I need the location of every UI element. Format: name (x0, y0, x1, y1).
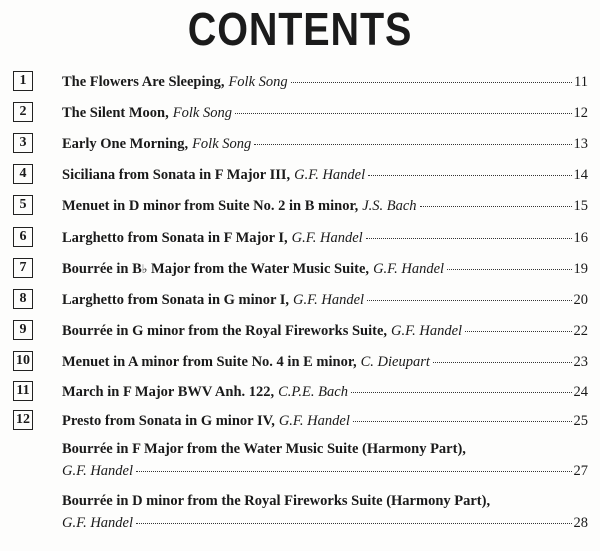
toc-entry[interactable] (0, 227, 600, 251)
entry-page-number: 11 (574, 74, 588, 90)
toc-entry[interactable] (0, 320, 600, 344)
dot-leader (353, 421, 572, 422)
entry-page-number: 25 (573, 413, 588, 429)
entry-composer: G.F. Handel (373, 261, 445, 277)
entry-title: Larghetto from Sonata in F Major I, (62, 230, 288, 246)
toc-entry[interactable] (0, 410, 600, 434)
dot-leader (367, 300, 571, 301)
dot-leader (136, 471, 571, 472)
entry-page-number: 24 (573, 384, 588, 400)
toc-entry[interactable] (0, 289, 600, 313)
entry-number: 3 (13, 133, 33, 153)
page-title: CONTENTS (187, 3, 413, 55)
toc-entry[interactable] (0, 71, 600, 95)
entry-title: Bourrée in F Major from the Water Music Suite (Harmony Part), (62, 441, 466, 457)
entry-number: 9 (13, 320, 33, 340)
entry-page-number: 19 (573, 261, 588, 277)
entry-composer: Folk Song (172, 105, 232, 121)
entry-composer: G.F. Handel (62, 515, 134, 531)
toc-entry[interactable] (0, 133, 600, 157)
dot-leader (433, 362, 572, 363)
dot-leader (136, 523, 571, 524)
toc-entry[interactable] (0, 351, 600, 375)
entry-title: Siciliana from Sonata in F Major III, (62, 167, 291, 183)
toc-entry[interactable] (0, 258, 600, 282)
entry-title-end: Major from the Water Music Suite, (147, 261, 370, 277)
dot-leader (351, 392, 572, 393)
entry-title: Early One Morning, (62, 136, 189, 152)
flat-sign: ♭ (141, 262, 148, 276)
toc-entry-harmony[interactable] (62, 440, 588, 480)
entry-page-number: 13 (573, 136, 588, 152)
entry-composer: Folk Song (192, 136, 252, 152)
entry-composer: J.S. Bach (362, 198, 417, 214)
entry-composer: G.F. Handel (391, 323, 463, 339)
entry-title: Bourrée in D minor from the Royal Fireworks Suite (Harmony Part), (62, 493, 491, 509)
entry-composer: G.F. Handel (294, 167, 366, 183)
entry-page-number: 23 (573, 354, 588, 370)
entry-number: 8 (13, 289, 33, 309)
entry-composer: C. Dieupart (360, 354, 430, 370)
entry-number: 6 (13, 227, 33, 247)
entry-composer: G.F. Handel (62, 463, 134, 479)
entry-page-number: 20 (573, 292, 588, 308)
toc-entry[interactable] (0, 381, 600, 405)
dot-leader (254, 144, 571, 145)
entry-title: Presto from Sonata in G minor IV, (62, 413, 275, 429)
entry-number: 7 (13, 258, 33, 278)
entry-title: The Flowers Are Sleeping, (62, 74, 225, 90)
entry-number: 5 (13, 195, 33, 215)
entry-title: Larghetto from Sonata in G minor I, (62, 292, 290, 308)
dot-leader (368, 175, 571, 176)
toc-entry[interactable] (0, 164, 600, 188)
dot-leader (420, 206, 572, 207)
entry-title (62, 260, 369, 278)
entry-title-start: Bourrée in B (62, 261, 142, 277)
entry-composer: G.F. Handel (291, 230, 363, 246)
entry-page-number: 28 (573, 515, 588, 531)
entry-page-number: 27 (573, 463, 588, 479)
entry-page-number: 15 (573, 198, 588, 214)
entry-page-number: 16 (573, 230, 588, 246)
entry-number: 4 (13, 164, 33, 184)
toc-entry-harmony[interactable] (62, 492, 588, 532)
entry-page-number: 22 (573, 323, 588, 339)
entry-composer: G.F. Handel (293, 292, 365, 308)
entry-page-number: 12 (573, 105, 588, 121)
entry-number: 12 (13, 410, 33, 430)
entry-title: The Silent Moon, (62, 105, 169, 121)
entry-title: Menuet in A minor from Suite No. 4 in E minor, (62, 354, 357, 370)
entry-composer: G.F. Handel (278, 413, 350, 429)
dot-leader (465, 331, 571, 332)
entry-number: 2 (13, 102, 33, 122)
dot-leader (366, 238, 572, 239)
entry-title: Menuet in D minor from Suite No. 2 in B minor, (62, 198, 359, 214)
toc-entry[interactable] (0, 195, 600, 219)
dot-leader (235, 113, 572, 114)
entry-number: 11 (13, 381, 33, 401)
toc-entry[interactable] (0, 102, 600, 126)
entry-composer: C.P.E. Bach (278, 384, 348, 400)
entry-number: 1 (13, 71, 33, 91)
entry-number: 10 (13, 351, 33, 371)
dot-leader (291, 82, 572, 83)
dot-leader (447, 269, 571, 270)
entry-title: Bourrée in G minor from the Royal Fireworks Suite, (62, 323, 388, 339)
entry-page-number: 14 (573, 167, 588, 183)
entry-title: March in F Major BWV Anh. 122, (62, 384, 275, 400)
entry-composer: Folk Song (228, 74, 288, 90)
